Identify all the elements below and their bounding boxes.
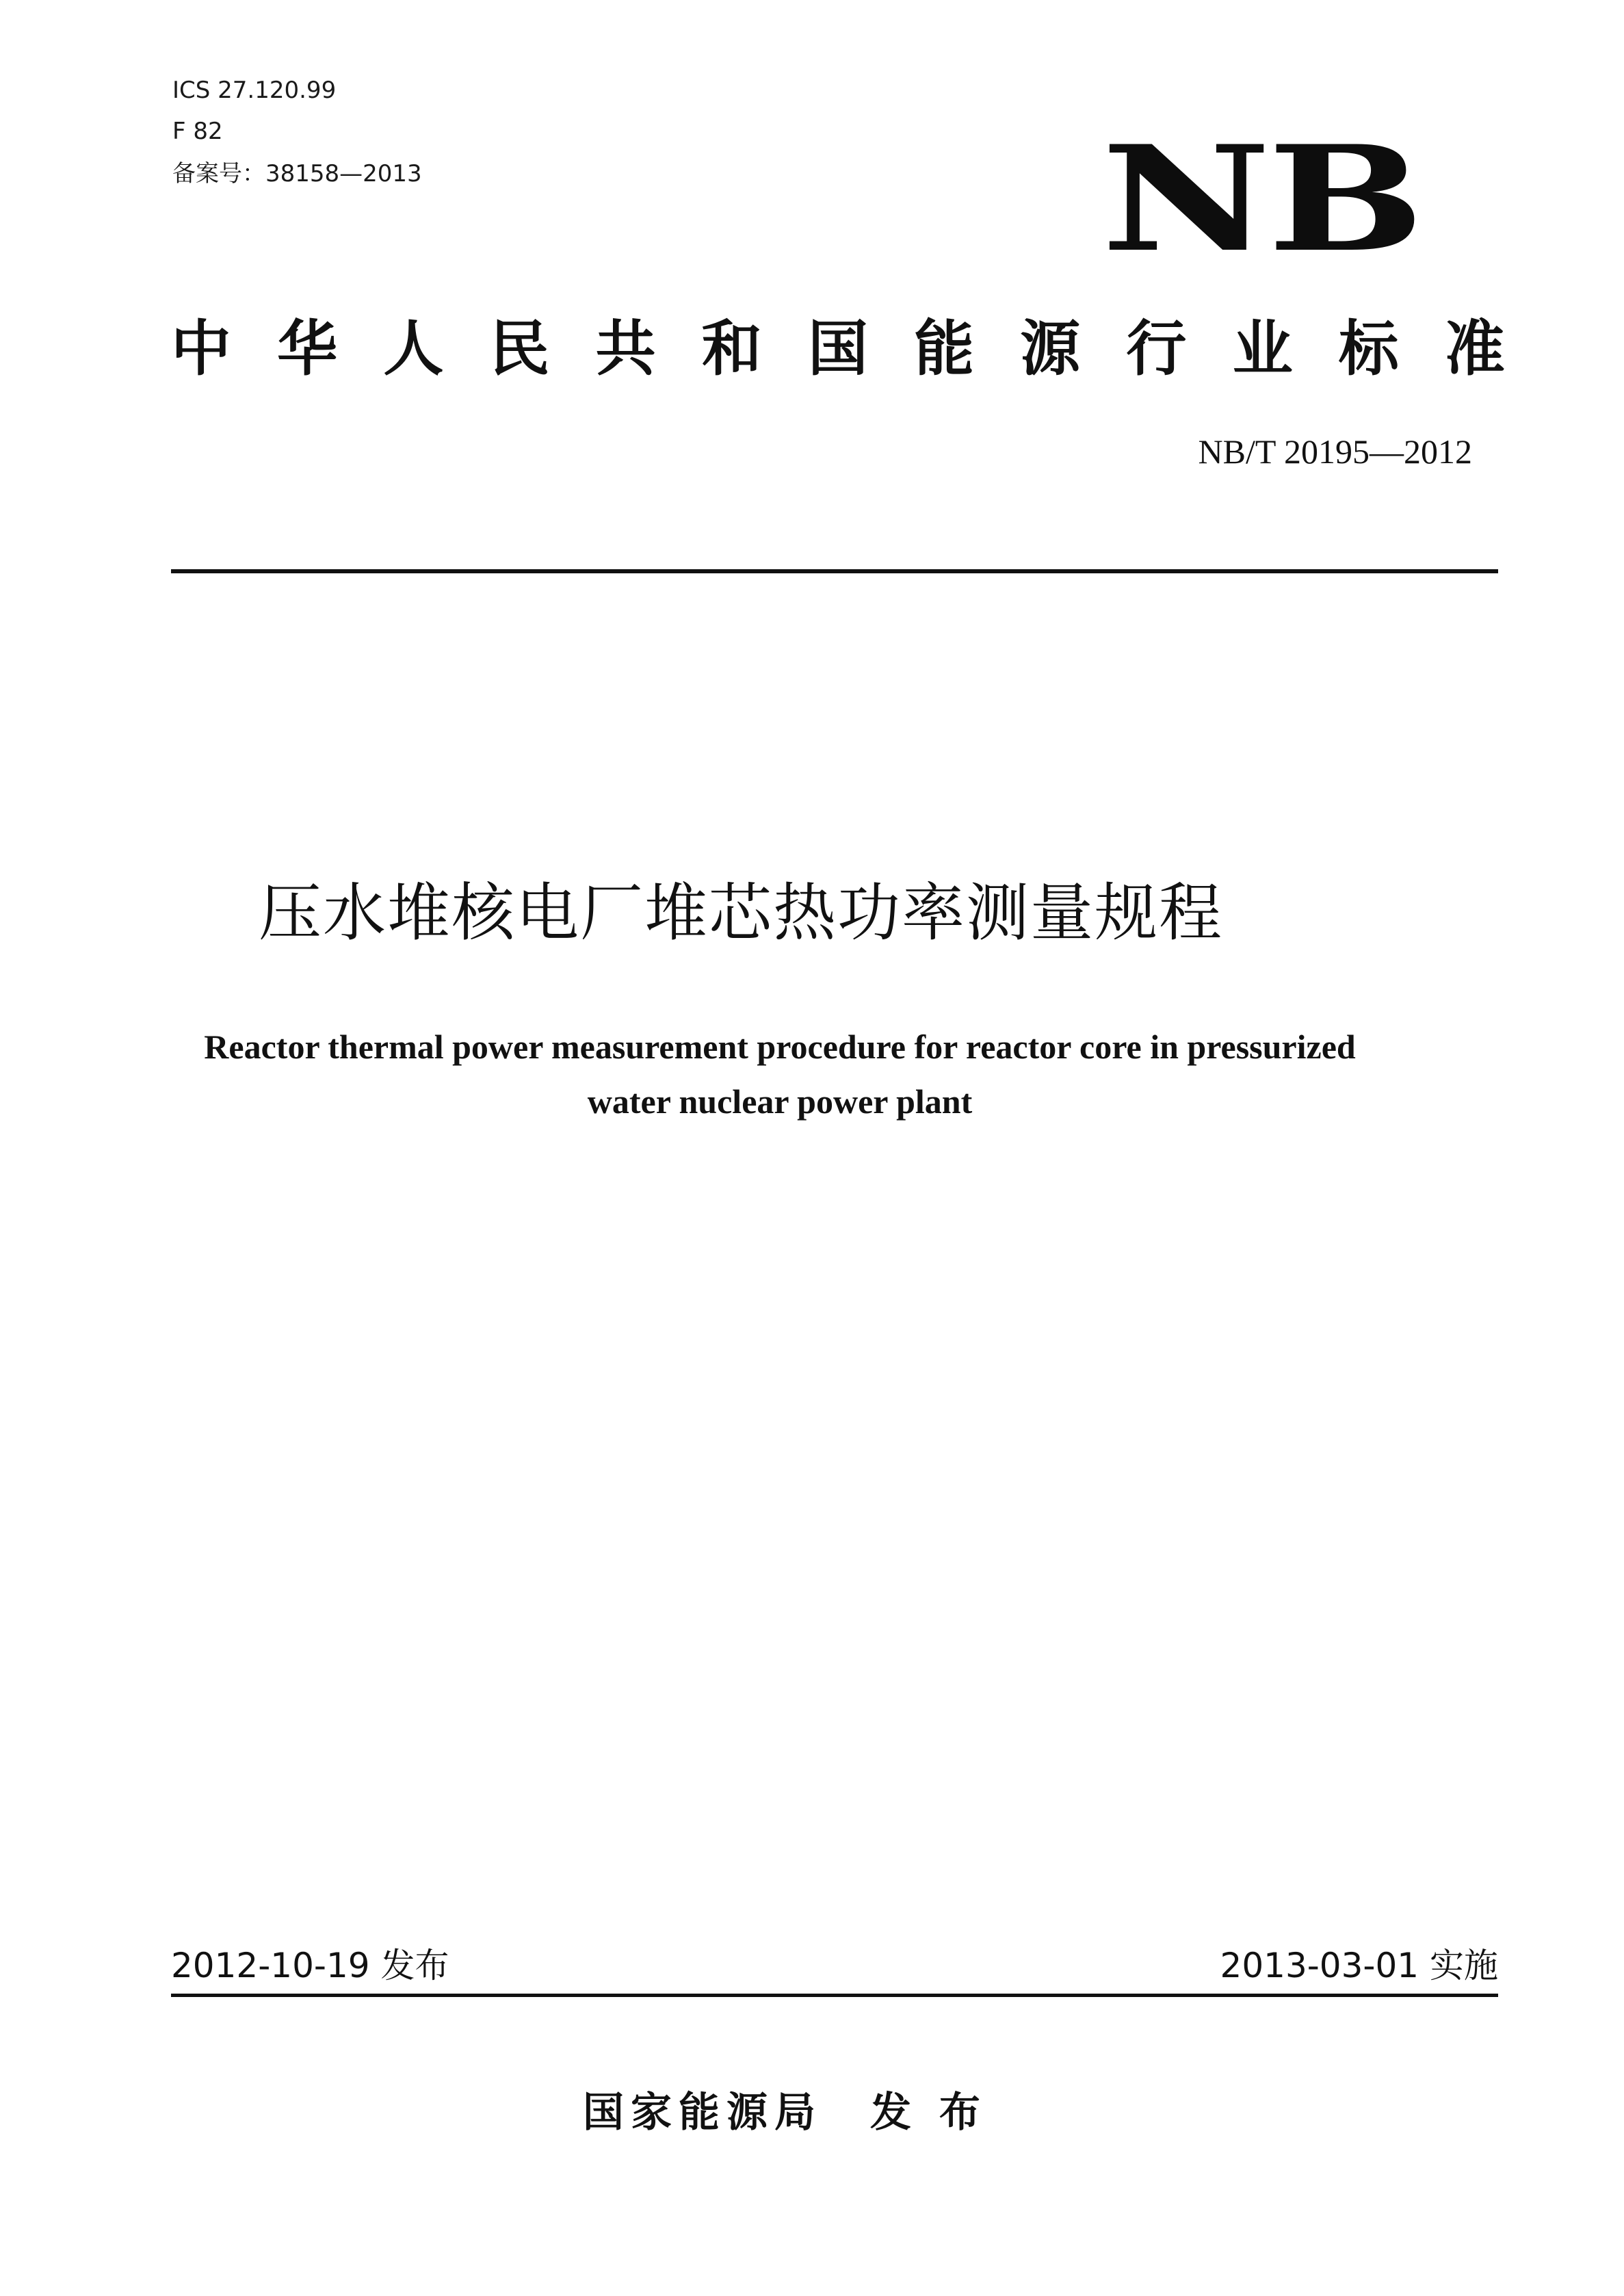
title-english: [103, 1019, 1457, 1129]
issuing-body-char: 业: [1232, 313, 1293, 384]
issuing-body-banner: [171, 311, 1505, 387]
standard-number: NB/T 20195—2012: [1198, 432, 1472, 471]
date-row: [171, 1943, 1498, 1991]
issuing-body-char: 共: [595, 313, 656, 384]
title-chinese: 压水堆核电厂堆芯热功率测量规程: [259, 876, 1224, 950]
issuing-body-char: 标: [1338, 313, 1399, 384]
date-divider: [171, 1994, 1498, 1997]
publisher-name: 国家能源局: [583, 2089, 822, 2137]
issuing-body-char: 能: [914, 313, 975, 384]
issue-date: 2012-10-19 发布: [171, 1946, 449, 1985]
publisher-action: 发 布: [870, 2089, 987, 2137]
implementation-date: 2013-03-01 实施: [1220, 1946, 1498, 1985]
issuing-body-char: 中: [171, 313, 232, 384]
issuing-body-char: 华: [277, 313, 338, 384]
issuing-body-char: 准: [1444, 313, 1505, 384]
ics-code: ICS 27.120.99: [172, 77, 337, 104]
issuing-body-char: 源: [1020, 313, 1081, 384]
header-divider: [171, 569, 1498, 573]
publisher: [583, 2085, 987, 2140]
issuing-body-char: 国: [807, 313, 868, 384]
issuing-body-char: 行: [1126, 313, 1187, 384]
ccs-code: F 82: [172, 118, 223, 145]
issuing-body-char: 民: [489, 313, 550, 384]
issuing-body-char: 和: [701, 313, 762, 384]
filing-number: 备案号：38158—2013: [172, 160, 422, 187]
title-english-line-2: water nuclear power plant: [587, 1082, 973, 1121]
issuing-body-char: 人: [383, 313, 444, 384]
title-english-line-1: Reactor thermal power measurement procedure for reactor core in pressurized: [204, 1028, 1356, 1066]
nb-logo: NB: [1101, 114, 1422, 284]
